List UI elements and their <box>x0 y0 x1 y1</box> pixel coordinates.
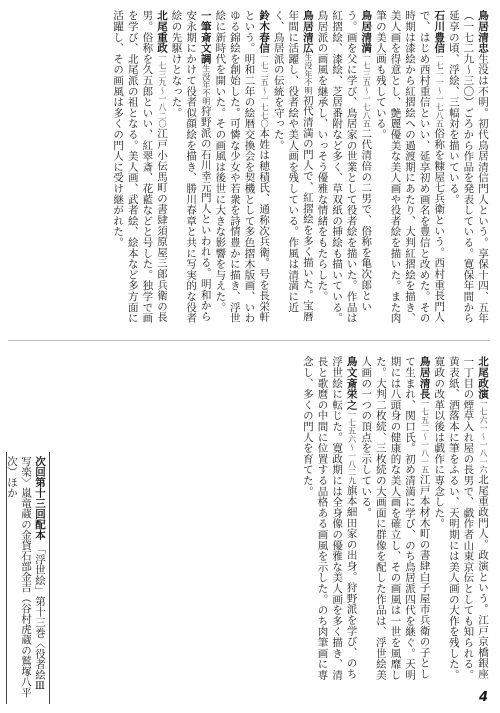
biography-section-top <box>6 10 490 332</box>
entry-kiyomitsu <box>315 10 373 332</box>
entry-text: 俗称を糠屋七兵衛という。西村重長門人で、はじめ西村重信といい、延享初め画名を豊信と改めた。その時期は漆絵から紅摺絵への過渡期にあたり、大判紅摺絵を描き、美人画を得意とし、艶麗優美な美人画や役者絵を描いた。また肉筆の美人画も残している。 <box>374 10 446 324</box>
entry-kiyotada <box>446 10 490 332</box>
entry-text: 二代清倍の二男で、俗称を亀次郎という。画を父に学び、鳥居家の世業として役者絵を描いた。作品は紅摺絵、漆絵、芝居番附など多く、草双紙の挿絵も描いている。鳥居派の画風を継承し、いっそう優雅な情緒をもたらした。 <box>316 10 373 324</box>
entry-heading: 石川豊信 <box>433 10 446 54</box>
entry-harunobu <box>213 10 271 332</box>
entry-heading: 鈴木春信 <box>258 10 271 54</box>
biography-section-bottom <box>26 356 490 684</box>
entry-heading: 北尾政演 <box>477 356 489 400</box>
entry-text: 本姓は穂積氏、通称次兵衛。号を長栄軒という。明和二年の絵暦交換会を契機として多色摺木版画、いわゆる錦絵を創始した。可憐な少女や若衆を詩情豊かに描き、浮世絵に新時代を開いた。その画風は後世に大きな影響を与えた。 <box>214 10 271 324</box>
next-issue-notice <box>6 452 50 704</box>
entry-dates: 一七一一〜一七八五 <box>435 53 445 128</box>
entry-text: 初代清満の門人で、紅摺絵を多く描いた。宝暦年間に活躍し、役者絵や美人画を残している。作風は清満に近く、鳥居派の伝統を守った。 <box>272 10 314 322</box>
entry-dates: 生没年不明 <box>303 53 313 95</box>
entry-heading: 鳥居清満 <box>360 10 373 54</box>
entry-kiyohiro <box>271 10 315 332</box>
entry-eishi <box>300 356 358 684</box>
entry-text: 北尾重政門人。政演という。江戸京橋銀座一丁目の煙草入れ屋の長男で、戯作者山東京伝としても知られる。黄表紙、洒落本に筆をふるい、天明期には美人画の大作を残した。寛政の改革以後は戯作に専念した。 <box>433 356 489 680</box>
entry-buncho <box>169 10 213 332</box>
entry-heading: 鳥居清広 <box>301 10 314 54</box>
next-issue-text: 「浮世絵」第十三巻〈役者絵Ⅲ 写楽〉嵐竜蔵の金貸石部金吉（谷村虎蔵の鷲塚八平次）ほか <box>6 456 46 703</box>
entry-masanobu <box>432 356 490 684</box>
entry-kiyonaga <box>359 356 432 684</box>
entry-heading: 鳥居清忠 <box>477 10 489 54</box>
entry-dates: 一七三五〜一七八五 <box>362 53 372 128</box>
entry-text: 狩野派の石川幸元門人といわれる。明和から安永期にかけて役者似顔絵を描き、勝川春章と共に写実的な役者絵の先駆けとなった。 <box>170 10 212 324</box>
entry-heading: 北尾重政 <box>155 10 168 54</box>
entry-heading: 鳥文斎栄之 <box>345 356 358 410</box>
entry-dates: 一七三九〜一八二〇 <box>157 53 167 128</box>
entry-dates: 一七五二〜一八一五 <box>420 399 430 474</box>
entry-shigemasa <box>111 10 169 332</box>
entry-text: 生没は不明。初代鳥居清信門人という。享保十四、五年（一七二九〜三〇）ごろから作品を発表している。寛保年間から延享の頃、浮絵、三幅対を描いている。 <box>447 10 489 324</box>
entry-dates: 生没年不明 <box>201 64 211 106</box>
entry-dates: 一七二五〜一七七〇 <box>260 53 270 128</box>
entry-text: 旗本細田家の出身。狩野派を学び、のち浮世絵に転じた。寛政期には全身像の優雅な美人画を多く描き、清長と歌麿の中間に位置する品格ある画風を示した。のち肉筆画に専念し、多くの門人を育てた。 <box>301 356 358 680</box>
entry-dates: 一七六一〜一八一六 <box>479 399 488 474</box>
entry-text: 江戸小伝馬町の書肆須原屋三郎兵衛の長男。俗称を久五郎といい、紅翠斎、花藍などと号した。独学で画を学び、北尾派の祖となる。美人画、武者絵、絵本など多方面に活躍し、その画風は多くの門人に受け継がれた。 <box>112 10 168 324</box>
entry-dates: 一七五六〜一八二九 <box>347 410 357 485</box>
next-issue-heading: 次回第十三回配本 <box>34 456 46 540</box>
entry-heading: 鳥居清長 <box>418 356 431 400</box>
entry-heading: 一筆斎文調 <box>199 10 212 64</box>
entry-toyonobu <box>373 10 446 332</box>
page-number: 4 <box>478 690 488 705</box>
section-divider <box>8 340 490 341</box>
entry-text: 江戸本材木町の書肆白子屋市兵衛の子として生まれ、関口氏。初め清満に学び、のち鳥居派四代を継ぐ。天明期には八頭身の健康的な美人画を確立し、その画風は一世を風靡した。大判二枚続、三枚続の大画面に群像を配した作品は、浮世絵美人画の一つの頂点を示している。 <box>360 356 431 680</box>
